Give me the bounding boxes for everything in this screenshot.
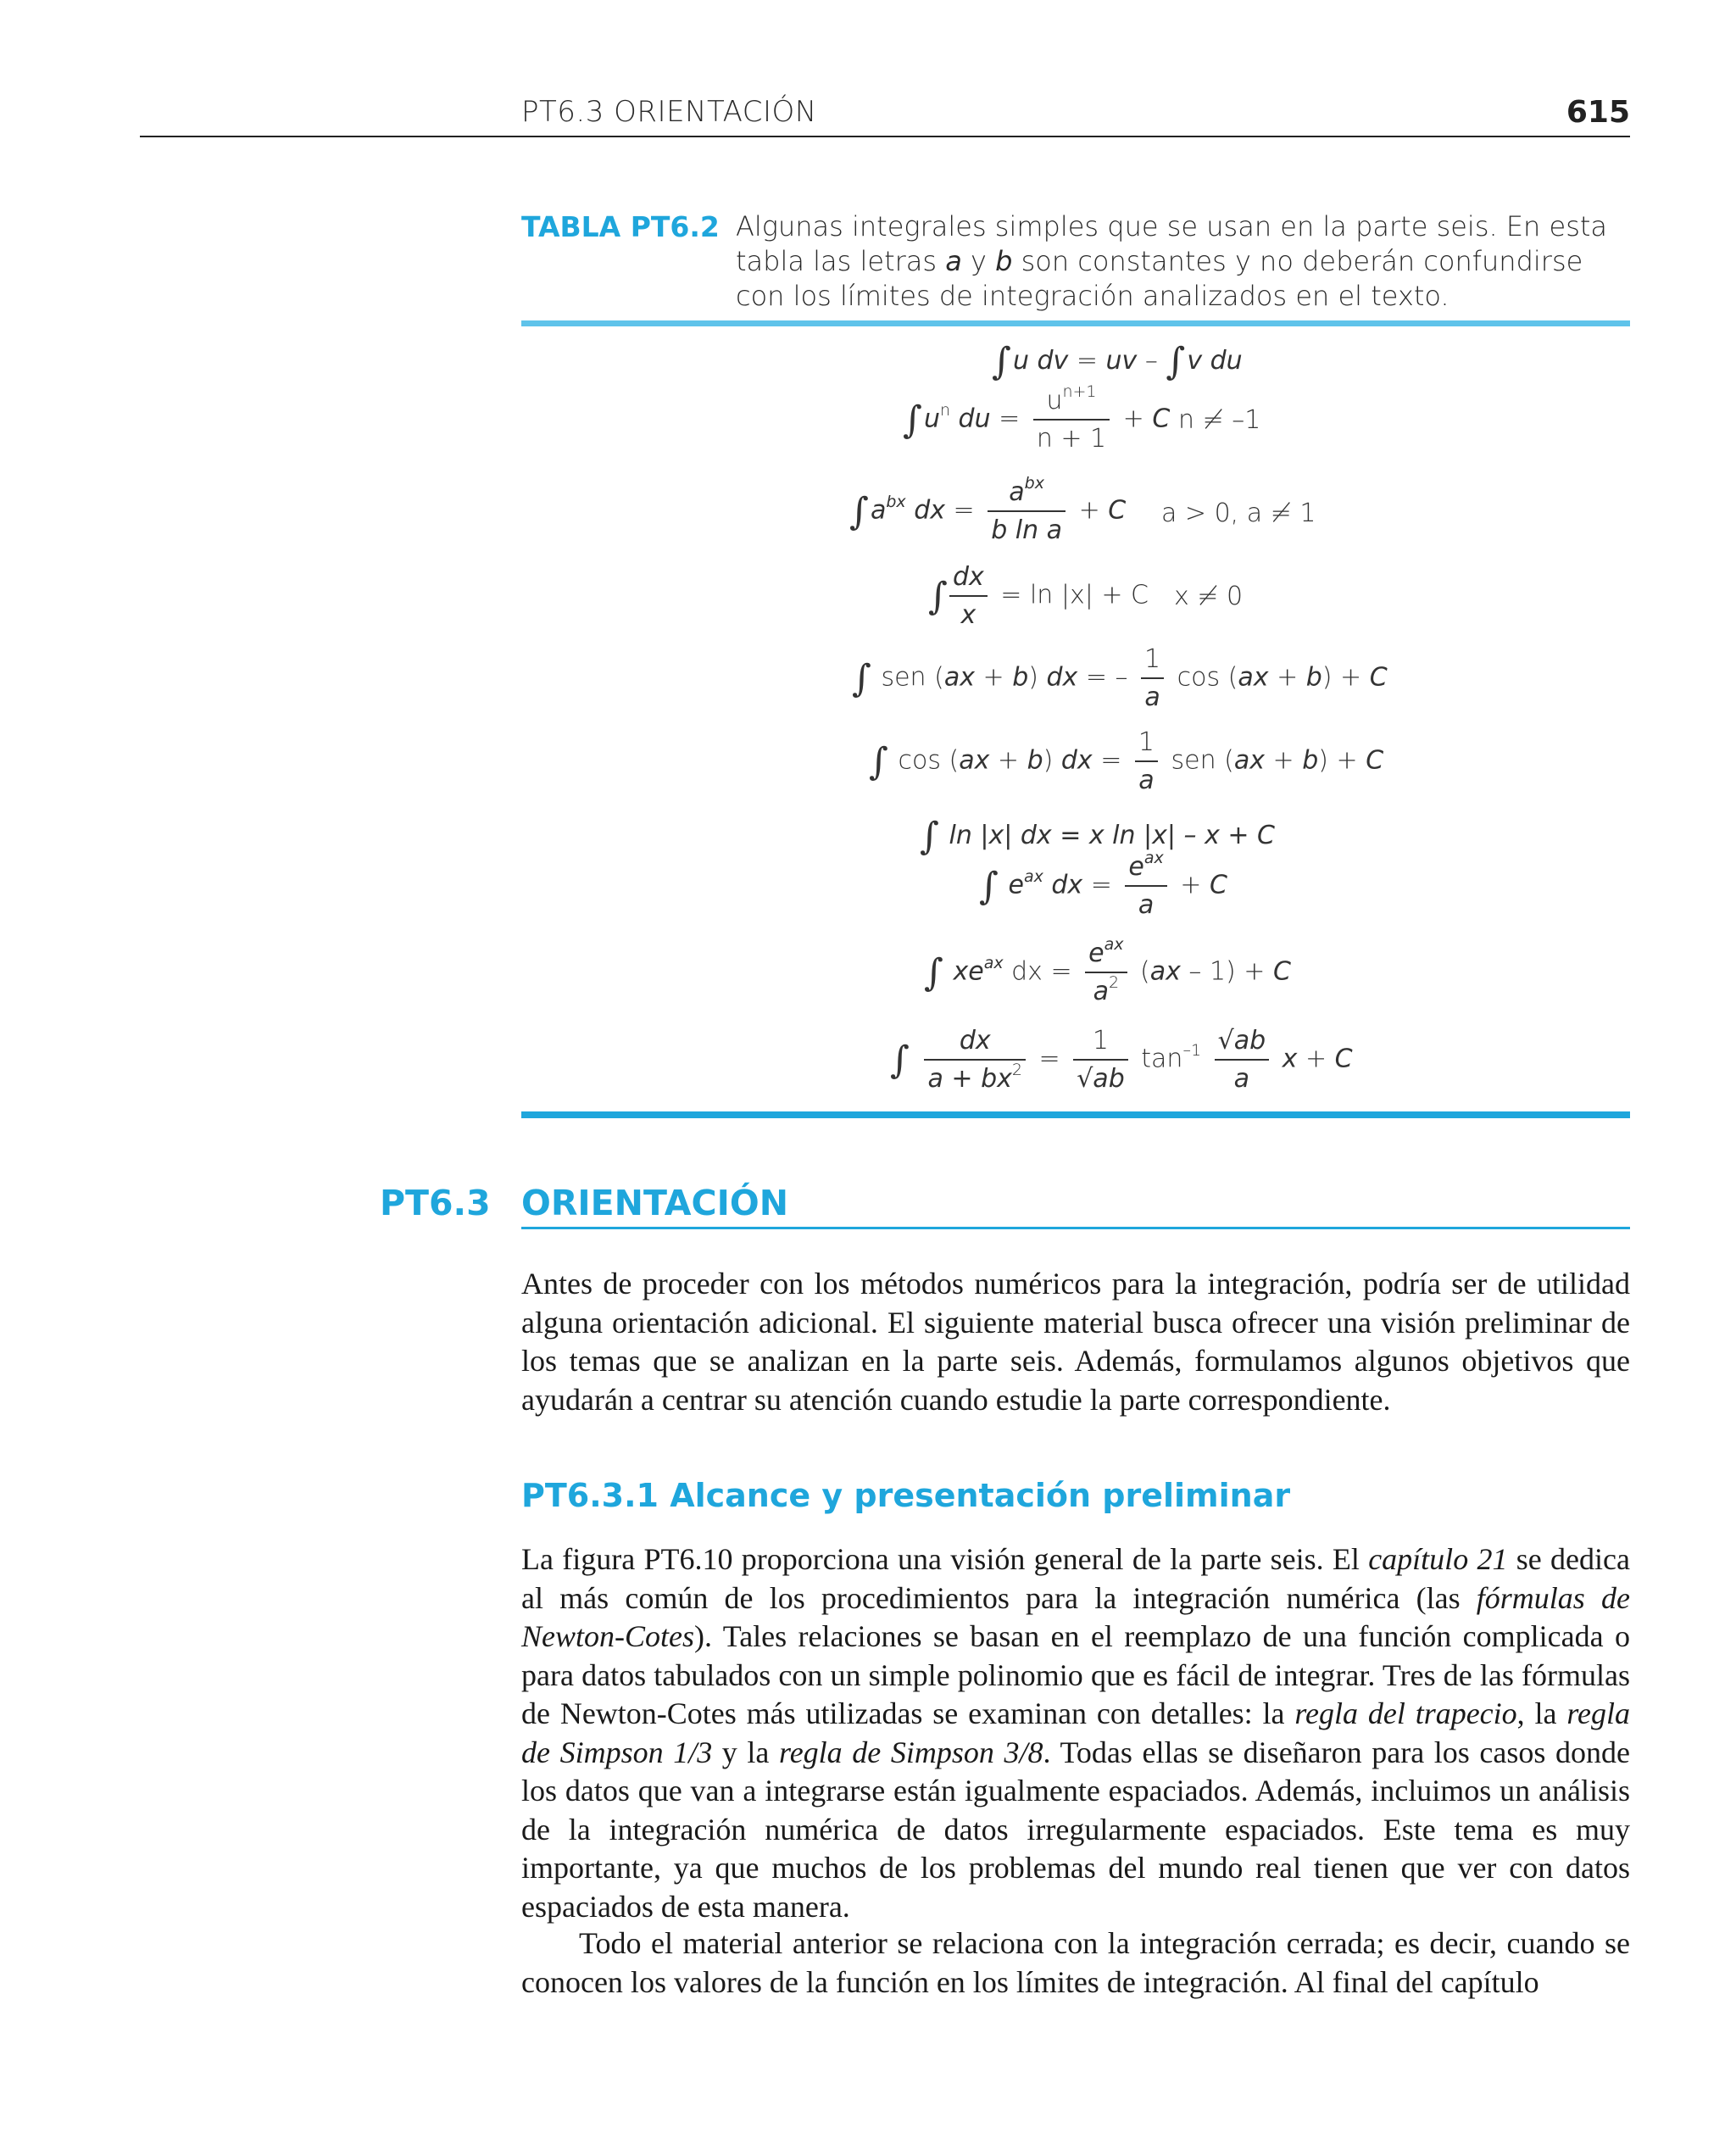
fraction-numerator: dx xyxy=(924,1026,1025,1061)
subsection-title: PT6.3.1 Alcance y presentación preliminar xyxy=(521,1477,1291,1514)
formula-natural-log: ∫ ln |x| dx = x ln |x| – x + C xyxy=(920,815,1276,858)
fraction-denominator: $a + bx^2$ xyxy=(927,1061,1022,1094)
header-rule xyxy=(140,136,1630,137)
fraction-denominator: n + 1 xyxy=(1036,424,1107,454)
formula-cosine: ∫ cos (ax + b) dx = $\frac{1}{a}$ sen (ax + b) + C xyxy=(869,727,1384,795)
section-number: PT6.3 xyxy=(380,1183,491,1223)
formula-sine: ∫ sen (ax + b) dx = – $\frac{1}{a}$ cos (ax + b) + C xyxy=(852,644,1388,712)
running-header-title: PT6.3 ORIENTACIÓN xyxy=(521,95,817,129)
fraction-denominator: a xyxy=(1138,890,1155,920)
fraction-denominator: b ln a xyxy=(991,515,1063,545)
formula-x-times-exponential: ∫ $xe^{ax}$ dx = $\frac{e^{ax}}{a^2}$ (ax – 1) + C xyxy=(924,935,1291,1006)
page-number: 615 xyxy=(1566,95,1630,130)
fraction-numerator: dx xyxy=(949,562,988,597)
fraction-denominator: a xyxy=(1233,1064,1250,1094)
fraction-numerator: 1 xyxy=(1135,727,1158,762)
formula-integration-by-parts: ∫u dv = uv – ∫v du xyxy=(992,340,1243,383)
formula-arctangent: ∫ $\frac{dx}{a + bx^2}$ = $\frac{1}{√ab}$ $\tan^{-1}$ $\frac{√ab}{a}$ x + C xyxy=(890,1026,1353,1094)
condition-a: a > 0, a ≠ 1 xyxy=(1161,499,1316,528)
caption-part: b xyxy=(995,245,1013,277)
paragraph-closed-integration: Todo el material anterior se relaciona con la integración cerrada; es decir, cuando se conocen los valores de la función en los límites de integración. Al final del capítulo xyxy=(521,1926,1630,1999)
section-rule xyxy=(521,1227,1630,1229)
section-title: ORIENTACIÓN xyxy=(521,1183,789,1223)
fraction-denominator: $a^2$ xyxy=(1093,973,1120,1006)
formula-exponential-e: ∫ $e^{ax}$ dx = $\frac{e^{ax}}{a}$ + C xyxy=(979,849,1227,920)
table-top-rule xyxy=(521,320,1630,326)
table-label: TABLA PT6.2 xyxy=(521,210,720,243)
caption-part: Algunas integrales simples que se usan en la parte seis. En esta tabla las letras xyxy=(736,210,1608,277)
fraction-numerator: $e^{ax}$ xyxy=(1085,939,1127,973)
fraction-numerator: $e^{ax}$ xyxy=(1125,852,1166,887)
caption-part: a xyxy=(945,245,962,277)
paragraph-intro: Antes de proceder con los métodos numéricos para la integración, podría ser de utilidad alguna orientación adicional. El siguiente material busca ofrecer una visión preliminar de los temas que se analizan en la parte seis. Además, formulamos algunos objetivos que ayudarán a centrar su atención cuando estudie la parte correspondiente. xyxy=(521,1267,1630,1417)
fraction-numerator: 1 xyxy=(1073,1026,1128,1061)
fraction-denominator: √ab xyxy=(1077,1064,1125,1094)
caption-part: son constantes y no deberán confundirse con los límites de integración analizados en el texto. xyxy=(736,245,1583,312)
caption-part: y xyxy=(961,245,996,277)
paragraph-scope: La figura PT6.10 proporciona una visión general de la parte seis. El capítulo 21 se dedica al más común de los procedimientos para la integración numérica (las fórmulas de Newton-Cotes). Tales relaciones se basan en el reemplazo de una función complicada o para datos tabulados con un simple polinomio que es fácil de integrar. Tres de las fórmulas de Newton-Cotes más utilizadas se examinan con detalles: la regla del trapecio, la regla de Simpson 1/3 y la regla de Simpson 3/8. Todas ellas se diseñaron para los casos donde los datos que van a integrarse están igualmente espaciados. Además, incluimos un análisis de la integración numérica de datos irregularmente espaciados. Este tema es muy importante, ya que muchos de los problemas del mundo real tienen que ver con datos espaciados de esta manera. xyxy=(521,1542,1631,1924)
fraction-numerator: $u^{n+1}$ xyxy=(1033,386,1110,421)
table-bottom-rule xyxy=(521,1111,1630,1118)
condition-x: x ≠ 0 xyxy=(1174,582,1244,611)
table-caption xyxy=(736,209,1634,314)
fraction-numerator: 1 xyxy=(1141,644,1164,679)
formula-exponential-base-a: $\int a^{bx}$ dx = $\frac{a^{bx}}{\text{b ln a}}$ + C xyxy=(849,474,1127,545)
condition-n: n ≠ –1 xyxy=(1178,405,1261,435)
fraction-denominator: a xyxy=(1144,682,1160,712)
fraction-numerator: √ab xyxy=(1215,1026,1270,1061)
fraction-denominator: x xyxy=(960,600,976,630)
fraction-denominator: a xyxy=(1138,766,1155,795)
running-header xyxy=(521,95,1630,132)
formula-power-rule: $\int u^n$ du = $\frac{u^{n+1}}{n + 1}$ + C xyxy=(903,382,1171,454)
fraction-numerator: $a^{bx}$ xyxy=(988,477,1066,512)
formula-reciprocal: ∫ $\frac{dx}{x}$ = ln |x| + C xyxy=(928,562,1149,630)
